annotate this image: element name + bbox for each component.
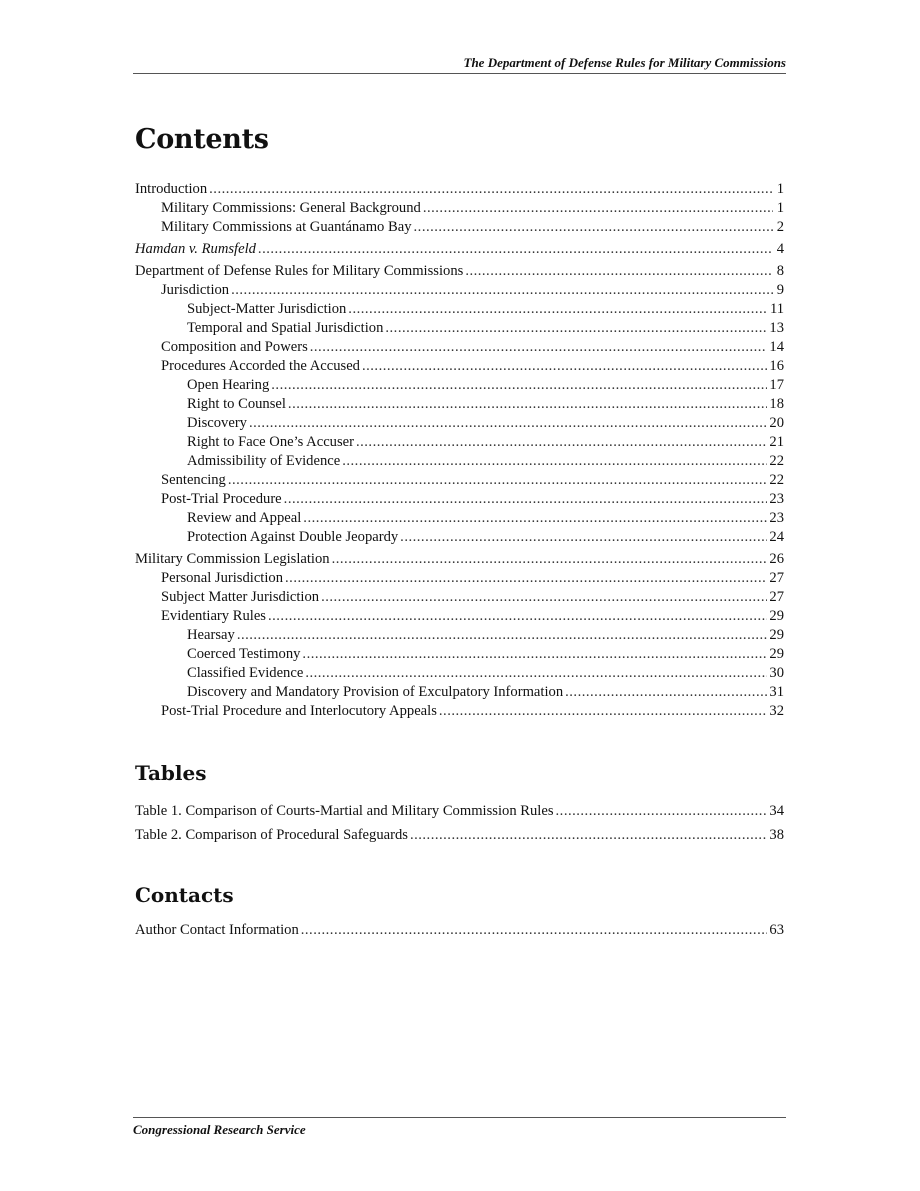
toc-entry-page: 22 <box>769 453 784 469</box>
toc-entry-title: Review and Appeal <box>187 510 302 526</box>
toc-entry-title: Subject Matter Jurisdiction <box>161 589 320 605</box>
toc-entry-title: Discovery <box>187 415 247 431</box>
toc-entry-page: 26 <box>769 551 784 567</box>
toc-entry[interactable] <box>135 702 784 721</box>
toc-entry-page: 8 <box>776 263 784 279</box>
toc-entry-title: Protection Against Double Jeopardy <box>187 529 399 545</box>
toc-entry[interactable] <box>135 452 784 471</box>
toc-entry-title: Table 2. Comparison of Procedural Safeguards <box>135 827 408 843</box>
toc-entry-page: 29 <box>769 608 784 624</box>
toc-entry-title: Military Commissions at Guantánamo Bay <box>161 219 412 235</box>
toc-entry[interactable] <box>135 433 784 452</box>
dot-leader <box>400 528 767 547</box>
dot-leader <box>305 664 767 683</box>
tables-heading: Tables <box>135 761 207 785</box>
contacts-section <box>135 883 784 940</box>
toc-entry-title: Procedures Accorded the Accused <box>161 358 360 374</box>
toc-entry[interactable] <box>135 664 784 683</box>
toc-entry[interactable] <box>135 588 784 607</box>
toc-entry-title: Temporal and Spatial Jurisdiction <box>187 320 384 336</box>
toc-entry-page: 23 <box>769 510 784 526</box>
toc-entry-title: Open Hearing <box>187 377 270 393</box>
contacts-list <box>135 921 784 940</box>
toc-entry[interactable] <box>135 376 784 395</box>
toc-entry[interactable] <box>135 921 784 940</box>
toc-entry-page: 13 <box>769 320 784 336</box>
dot-leader <box>410 823 767 847</box>
toc-entry[interactable] <box>135 300 784 319</box>
toc-entry-page: 16 <box>769 358 784 374</box>
dot-leader <box>249 414 767 433</box>
toc-entry-page: 2 <box>776 219 784 235</box>
dot-leader <box>556 799 768 823</box>
toc-entry[interactable] <box>135 626 784 645</box>
toc-entry[interactable] <box>135 338 784 357</box>
tables-list <box>135 799 784 847</box>
toc-entry-title: Composition and Powers <box>161 339 308 355</box>
toc-entry-page: 24 <box>769 529 784 545</box>
toc-entry-page: 9 <box>776 282 784 298</box>
dot-leader <box>301 921 768 940</box>
toc-entry[interactable] <box>135 262 784 281</box>
toc-entry-title: Department of Defense Rules for Military Commissions <box>135 263 464 279</box>
toc-entry[interactable] <box>135 240 784 259</box>
dot-leader <box>258 240 773 259</box>
running-footer: Congressional Research Service <box>133 1117 786 1138</box>
running-header: The Department of Defense Rules for Military Commissions <box>133 55 786 74</box>
dot-leader <box>423 199 773 218</box>
toc-entry-page: 1 <box>776 200 784 216</box>
toc-entry-page: 23 <box>769 491 784 507</box>
toc-entry-page: 30 <box>769 665 784 681</box>
toc-entry-title: Right to Counsel <box>187 396 286 412</box>
toc-entry[interactable] <box>135 281 784 300</box>
toc-entry[interactable] <box>135 490 784 509</box>
contacts-heading: Contacts <box>135 883 234 907</box>
dot-leader <box>356 433 767 452</box>
toc-entry[interactable] <box>135 357 784 376</box>
toc-entry-page: 29 <box>769 646 784 662</box>
toc-entry-title: Personal Jurisdiction <box>161 570 284 586</box>
toc-entry-title: Jurisdiction <box>161 282 230 298</box>
dot-leader <box>284 490 768 509</box>
toc-entry[interactable] <box>135 218 784 237</box>
toc-entry[interactable] <box>135 528 784 547</box>
dot-leader <box>385 319 767 338</box>
dot-leader <box>362 357 767 376</box>
toc-entry-title: Author Contact Information <box>135 922 299 938</box>
dot-leader <box>271 376 767 395</box>
dot-leader <box>348 300 768 319</box>
toc-entry[interactable] <box>135 395 784 414</box>
toc-entry-page: 14 <box>769 339 784 355</box>
toc-entry-title: Table 1. Comparison of Courts-Martial and Military Commission Rules <box>135 803 554 819</box>
page-content <box>135 122 784 940</box>
toc-entry[interactable] <box>135 799 784 823</box>
toc-entry[interactable] <box>135 550 784 569</box>
toc-entry[interactable] <box>135 569 784 588</box>
dot-leader <box>268 607 767 626</box>
toc-entry-page: 29 <box>769 627 784 643</box>
toc-entry[interactable] <box>135 607 784 626</box>
toc-entry-page: 21 <box>769 434 784 450</box>
dot-leader <box>237 626 768 645</box>
toc-entry-title: Post-Trial Procedure <box>161 491 282 507</box>
toc-entry-title: Post-Trial Procedure and Interlocutory Appeals <box>161 703 437 719</box>
toc-entry[interactable] <box>135 823 784 847</box>
toc-entry-title: Coerced Testimony <box>187 646 301 662</box>
toc-entry-title: Discovery and Mandatory Provision of Exculpatory Information <box>187 684 564 700</box>
toc-entry-title: Military Commission Legislation <box>135 551 330 567</box>
toc-entry-page: 18 <box>769 396 784 412</box>
dot-leader <box>302 645 767 664</box>
dot-leader <box>285 569 767 588</box>
toc-entry-page: 34 <box>769 803 784 819</box>
dot-leader <box>465 262 773 281</box>
toc-entry-title: Right to Face One’s Accuser <box>187 434 354 450</box>
dot-leader <box>209 180 773 199</box>
toc-entry-page: 22 <box>769 472 784 488</box>
toc-entry-page: 38 <box>769 827 784 843</box>
toc-entry-page: 1 <box>776 181 784 197</box>
toc-entry-title: Hamdan v. Rumsfeld <box>135 241 256 257</box>
dot-leader <box>303 509 767 528</box>
toc-entry[interactable] <box>135 319 784 338</box>
toc-entry[interactable] <box>135 199 784 218</box>
toc-entry-title: Introduction <box>135 181 208 197</box>
contents-heading: Contents <box>135 124 269 155</box>
toc-entry-title: Subject-Matter Jurisdiction <box>187 301 347 317</box>
toc-entry-page: 27 <box>769 589 784 605</box>
dot-leader <box>231 281 773 300</box>
dot-leader <box>342 452 767 471</box>
dot-leader <box>439 702 768 721</box>
toc-entry[interactable] <box>135 645 784 664</box>
toc-entry[interactable] <box>135 180 784 199</box>
dot-leader <box>310 338 768 357</box>
toc-entry[interactable] <box>135 509 784 528</box>
toc-entry-title: Admissibility of Evidence <box>187 453 341 469</box>
toc-entry[interactable] <box>135 683 784 702</box>
dot-leader <box>288 395 767 414</box>
toc-entry-title: Classified Evidence <box>187 665 304 681</box>
toc-entry-title: Hearsay <box>187 627 235 643</box>
dot-leader <box>414 218 773 237</box>
toc-entry-page: 31 <box>769 684 784 700</box>
toc-entry-title: Military Commissions: General Background <box>161 200 421 216</box>
toc-entry-page: 4 <box>776 241 784 257</box>
toc-entry-title: Sentencing <box>161 472 226 488</box>
dot-leader <box>332 550 768 569</box>
toc-entry-page: 63 <box>769 922 784 938</box>
dot-leader <box>228 471 768 490</box>
dot-leader <box>321 588 767 607</box>
tables-section <box>135 761 784 847</box>
toc-entry-page: 11 <box>769 301 784 317</box>
toc-entry-title: Evidentiary Rules <box>161 608 266 624</box>
toc-entry-page: 20 <box>769 415 784 431</box>
toc-entry[interactable] <box>135 471 784 490</box>
dot-leader <box>565 683 767 702</box>
toc-entry-page: 17 <box>769 377 784 393</box>
contents-list <box>135 180 784 721</box>
toc-entry-page: 27 <box>769 570 784 586</box>
toc-entry[interactable] <box>135 414 784 433</box>
toc-entry-page: 32 <box>769 703 784 719</box>
